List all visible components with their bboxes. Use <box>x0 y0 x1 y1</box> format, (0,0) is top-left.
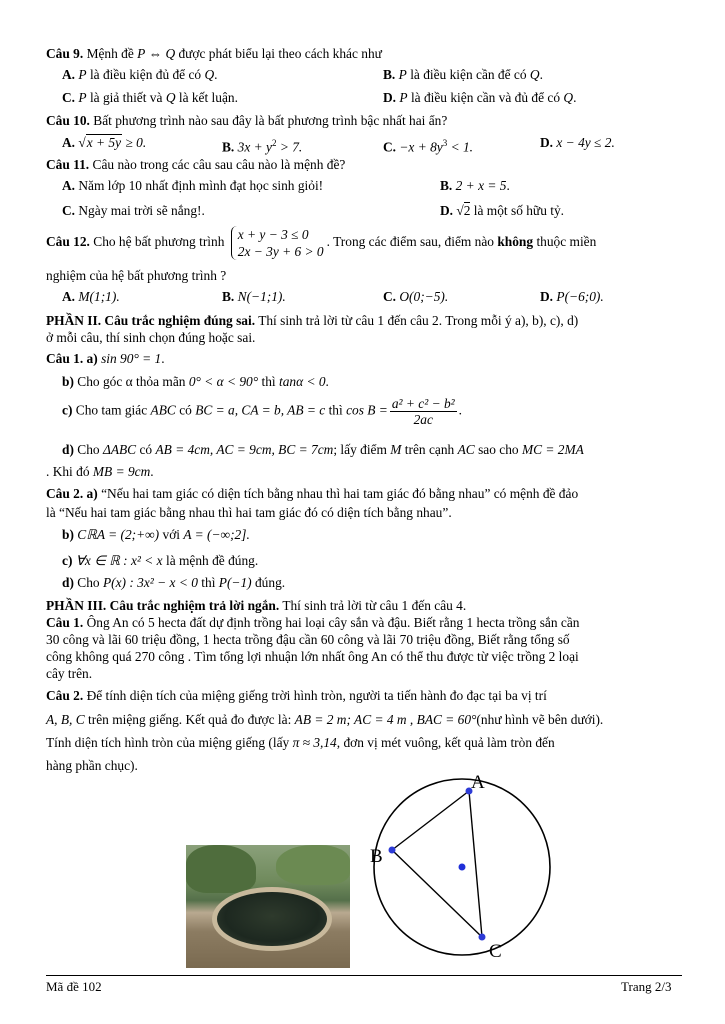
label-b: B <box>370 846 383 867</box>
q10-option-b[interactable]: B. $3x + y^2 > 7$. <box>222 138 303 155</box>
q11-option-a[interactable]: A. Năm lớp 10 nhất định mình đạt học sinh giỏi! <box>62 178 324 193</box>
part2-heading: PHẦN II. Câu trắc nghiệm đúng sai. Thí sinh trả lời từ câu 1 đến câu 2. Trong mỗi ý a), b), c), d) <box>46 313 579 328</box>
p3-q1-line3: công không quá 270 công . Tìm tổng lợi nhuận lớn nhất ông An có thể thu được từ việc trồng 2 loại <box>46 649 579 664</box>
cos-fraction: $\frac{\text{a² + c² − b²}}{2ac}$ <box>391 396 455 427</box>
point-c <box>479 934 486 941</box>
q11-option-d[interactable]: D. √2 là một số hữu tỷ. <box>440 203 565 218</box>
p2-q2a-cont: là “Nếu hai tam giác bằng nhau thì hai tam giác đó có diện tích bằng nhau”. <box>46 505 452 520</box>
q9-option-a[interactable]: A. P là điều kiện đủ để có Q. <box>62 67 218 82</box>
circle-diagram <box>365 770 565 970</box>
q12-option-c[interactable]: C. O(0;−5). <box>383 289 449 304</box>
circle-center <box>459 864 466 871</box>
part2-instructions: ở mỗi câu, thí sinh chọn đúng hoặc sai. <box>46 330 256 345</box>
p2-q2c[interactable]: c) ∀x ∈ ℝ : x² < x là mệnh đề đúng. <box>62 553 259 568</box>
p2-q2d[interactable]: d) Cho P(x) : 3x² − x < 0 thì P(−1) đúng. <box>62 575 286 590</box>
q9-option-d[interactable]: D. P là điều kiện cần và đủ để có Q. <box>383 90 577 105</box>
exam-code: Mã đề 102 <box>46 979 102 994</box>
q10-stem: Câu 10. Bất phương trình nào sau đây là bất phương trình bậc nhất hai ẩn? <box>46 113 448 128</box>
footer-divider <box>46 975 682 976</box>
well-photo <box>186 845 350 968</box>
p3-q2-line1: Câu 2. Để tính diện tích của miệng giếng trời hình tròn, người ta tiến hành đo đạc tại ba vị trí <box>46 688 547 703</box>
p2-q1d[interactable]: d) Cho ΔABC có AB = 4cm, AC = 9cm, BC = 7cm; lấy điểm M trên cạnh AC sao cho MC = 2MA <box>62 442 584 457</box>
q11-option-c[interactable]: C. Ngày mai trời sẽ nắng!. <box>62 203 205 218</box>
segment-bc <box>392 850 482 937</box>
q12-option-a[interactable]: A. M(1;1). <box>62 289 120 304</box>
q12-stem-cont: nghiệm của hệ bất phương trình ? <box>46 268 227 283</box>
label-a: A <box>471 772 485 793</box>
p3-q1-line1: Câu 1. Ông An có 5 hecta đất dự định trồng hai loại cây sắn và đậu. Biết rằng 1 hecta trồng sắn cần <box>46 615 580 630</box>
p3-q2-line2: A, B, C trên miệng giếng. Kết quả đo được là: AB = 2 m; AC = 4 m , BAC = 60°(như hình vẽ bên dưới). <box>46 712 604 727</box>
p2-q1c[interactable]: c) Cho tam giác ABC có BC = a, CA = b, AB = c thì cos B = $\frac{\text{a² + c² − b²}}{2ac}$ . <box>62 396 463 427</box>
p2-q2b[interactable]: b) CℝA = (2;+∞) với A = (−∞;2]. <box>62 527 250 542</box>
p3-q1-line2: 30 công và lãi 60 triệu đồng, 1 hecta trồng đậu cần 60 công và lãi 70 triệu đồng, Biết rằng tổng số <box>46 632 570 647</box>
q10-option-c[interactable]: C. $-x + 8y^3 < 1$. <box>383 138 474 155</box>
p3-q2-line3: Tính diện tích hình tròn của miệng giếng (lấy π ≈ 3,14, đơn vị mét vuông, kết quả làm tròn đến <box>46 735 555 750</box>
q9-option-c[interactable]: C. P là giả thiết và Q là kết luận. <box>62 90 238 105</box>
q10-option-d[interactable]: D. x − 4y ≤ 2. <box>540 135 615 150</box>
segment-ac <box>469 791 482 937</box>
q12-option-b[interactable]: B. N(−1;1). <box>222 289 286 304</box>
segment-ab <box>392 791 469 850</box>
q12-stem: Câu 12. Cho hệ bất phương trình x + y − 3 ≤ 0 2x − 3y + 6 > 0. Trong các điểm sau, điểm nào không thuộc miền <box>46 227 597 259</box>
p2-q1d-cont: . Khi đó MB = 9cm. <box>46 464 154 479</box>
q12-option-d[interactable]: D. P(−6;0). <box>540 289 604 304</box>
page-number: Trang 2/3 <box>621 979 672 994</box>
q11-stem: Câu 11. Câu nào trong các câu sau câu nào là mệnh đề? <box>46 157 346 172</box>
p3-q1-line4: cây trên. <box>46 666 93 681</box>
p2-q1a[interactable]: Câu 1. a) sin 90° = 1. <box>46 351 165 366</box>
q9-stem: Câu 9. Mệnh đề P ⇔ Q được phát biểu lại theo cách khác như <box>46 46 382 61</box>
p2-q1b[interactable]: b) Cho góc α thỏa mãn 0° < α < 90° thì tanα < 0. <box>62 374 329 389</box>
q9-option-b[interactable]: B. P là điều kiện cần để có Q. <box>383 67 543 82</box>
q12-system: x + y − 3 ≤ 0 2x − 3y + 6 > 0 <box>231 226 324 260</box>
p2-q2a[interactable]: Câu 2. a) “Nếu hai tam giác có diện tích bằng nhau thì hai tam giác đó bằng nhau” có mệnh đề đảo <box>46 486 579 501</box>
p3-q2-line4: hàng phần chục). <box>46 758 138 773</box>
q11-option-b[interactable]: B. 2 + x = 5. <box>440 178 510 193</box>
label-c: C <box>489 941 502 962</box>
part3-heading: PHẦN III. Câu trắc nghiệm trả lời ngắn. Thí sinh trả lời từ câu 1 đến câu 4. <box>46 598 467 613</box>
point-b <box>389 847 396 854</box>
q10-option-a[interactable]: A. √x + 5y ≥ 0. <box>62 135 147 150</box>
